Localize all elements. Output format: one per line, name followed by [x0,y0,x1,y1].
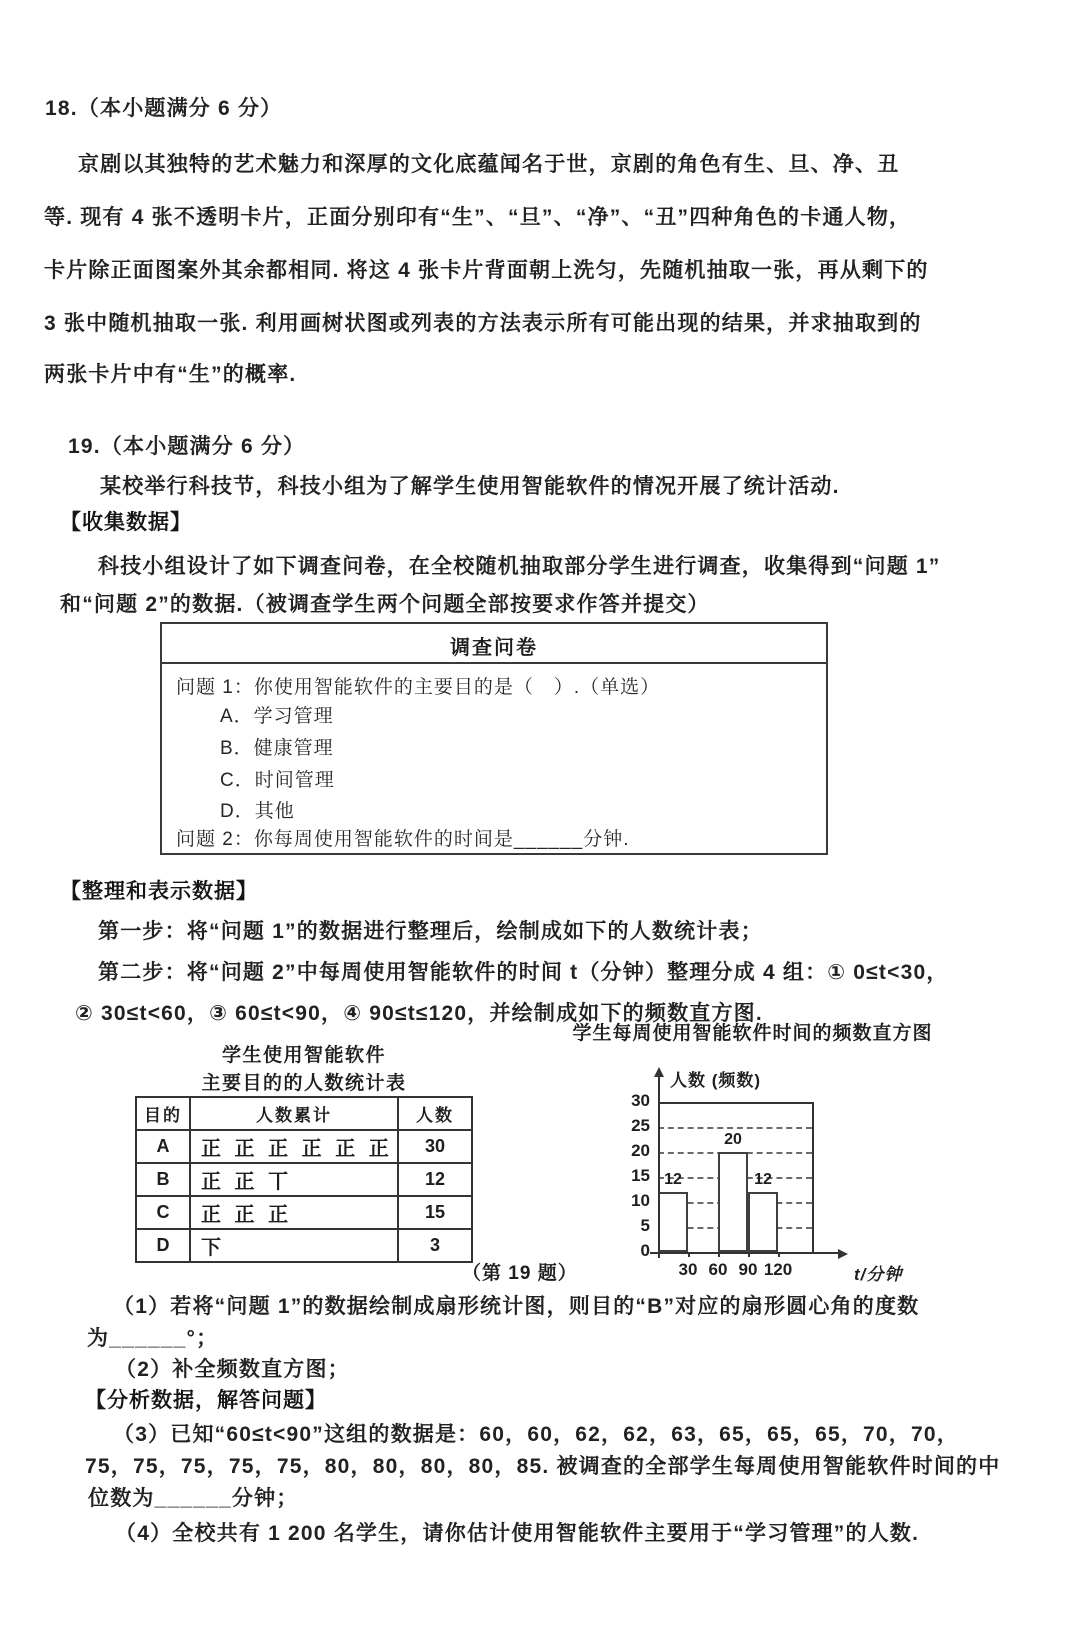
table-title-line-2: 主要目的的人数统计表 [201,1073,407,1094]
step-2-line-a: 第二步：将“问题 2”中每周使用智能软件的时间 t（分钟）整理分成 4 组：① 0≤t<30， [98,961,949,984]
histogram-bar [658,1192,688,1252]
q18-text-line: 两张卡片中有“生”的概率. [44,363,297,386]
tally-cell: 正 正 正 [191,1197,399,1228]
frequency-histogram [590,1040,970,1290]
purpose-cell: D [137,1230,191,1261]
table-title-line-1: 学生使用智能软件 [221,1045,386,1066]
table-header-row [137,1098,471,1131]
q19-para-line: 科技小组设计了如下调查问卷，在全校随机抽取部分学生进行调查，收集得到“问题 1” [98,555,941,578]
question-3-line-b: 75，75，75，75，75，80，80，80，80，85. 被调查的全部学生每周使用智能软件时间的中 [85,1455,1001,1478]
count-cell: 3 [429,1235,440,1255]
table-header-cell: 人数累计 [191,1098,399,1129]
x-tick [748,1252,750,1257]
tally-cell: 正 正 丅 [191,1164,399,1195]
q19-intro: 某校举行科技节，科技小组为了解学生使用智能软件的情况开展了统计活动. [100,475,840,498]
x-tick [688,1252,690,1257]
table-row [137,1164,471,1197]
q19-header: 19.（本小题满分 6 分） [68,435,306,458]
y-tick-label: 25 [631,1116,650,1135]
purpose-count-table [135,1096,473,1263]
histogram-title: 学生每周使用智能软件时间的频数直方图 [572,1023,933,1044]
step-1-line: 第一步：将“问题 1”的数据进行整理后，绘制成如下的人数统计表； [98,920,763,943]
step-2-line-b: ② 30≤t<60，③ 60≤t<90，④ 90≤t≤120，并绘制成如下的频数直方图. [75,1002,763,1025]
bar-value-label: 12 [754,1171,772,1188]
gridline [658,1127,812,1129]
table-header-cell: 目的 [137,1098,191,1129]
y-tick-label: 15 [631,1166,650,1185]
y-tick-label: 20 [631,1141,650,1160]
purpose-cell: A [137,1131,191,1162]
survey-question-1: 问题 1：你使用智能软件的主要目的是（ ）.（单选） [176,677,661,698]
question-2-line: （2）补全频数直方图； [115,1358,350,1381]
histogram-bar [718,1152,748,1252]
x-axis [650,1252,838,1254]
y-axis-arrow-icon [654,1067,664,1077]
question-3-line-a: （3）已知“60≤t<90”这组的数据是：60，60，62，62，63，65，65，65，70，70， [113,1423,959,1446]
histogram-bar [748,1192,778,1252]
q18-text-line: 等. 现有 4 张不透明卡片，正面分别印有“生”、“旦”、“净”、“丑”四种角色的卡通人物， [44,206,912,229]
x-tick [778,1252,780,1257]
y-tick-label: 0 [640,1241,650,1260]
x-tick-label: 60 [708,1260,728,1279]
q18-text-line: 3 张中随机抽取一张. 利用画树状图或列表的方法表示所有可能出现的结果，并求抽取到的 [44,312,922,335]
section-label-analyze: 【分析数据，解答问题】 [85,1389,327,1412]
survey-option-a: A．学习管理 [220,706,334,727]
x-tick-label: 120 [763,1260,793,1279]
count-cell: 12 [424,1169,446,1189]
question-1-line-a: （1）若将“问题 1”的数据绘制成扇形统计图，则目的“B”对应的扇形圆心角的度数 [113,1295,920,1318]
table-row [137,1230,471,1261]
survey-question-2: 问题 2：你每周使用智能软件的时间是______分钟. [176,829,630,850]
survey-title: 调查问卷 [450,637,538,659]
q18-text-line: 京剧以其独特的艺术魅力和深厚的文化底蕴闻名于世，京剧的角色有生、旦、净、丑 [78,153,900,176]
tally-cell: 下 [191,1230,399,1261]
x-tick-label: 30 [678,1260,698,1279]
question-4-line: （4）全校共有 1 200 名学生，请你估计使用智能软件主要用于“学习管理”的人数. [115,1522,920,1545]
count-cell: 15 [424,1202,446,1222]
section-label-collect: 【收集数据】 [60,511,192,534]
question-1-line-b: 为______°； [87,1327,219,1350]
x-axis-label: t/分钟 [854,1265,903,1284]
survey-option-b: B．健康管理 [220,738,334,759]
y-tick-label: 10 [631,1191,650,1210]
count-cell: 30 [424,1136,446,1156]
table-row [137,1197,471,1230]
chart-frame-right [812,1102,814,1252]
y-tick-label: 5 [640,1216,650,1235]
figure-caption: （第 19 题） [462,1263,578,1284]
survey-option-c: C．时间管理 [220,770,335,791]
y-axis-label: 人数 (频数) [670,1071,762,1090]
question-3-line-c: 位数为______分钟； [88,1487,299,1510]
table-header-cell: 人数 [416,1106,454,1125]
q18-header: 18.（本小题满分 6 分） [45,97,283,120]
x-tick-label: 90 [738,1260,758,1279]
x-axis-arrow-icon [838,1249,848,1259]
bar-value-label: 12 [664,1171,682,1188]
survey-option-d: D．其他 [220,801,295,822]
q18-text-line: 卡片除正面图案外其余都相同. 将这 4 张卡片背面朝上洗匀，先随机抽取一张，再从剩下的 [44,259,929,282]
purpose-cell: B [137,1164,191,1195]
tally-cell: 正 正 正 正 正 正 [191,1131,399,1162]
bar-value-label: 20 [724,1131,742,1148]
purpose-cell: C [137,1197,191,1228]
chart-frame-top [658,1102,812,1104]
survey-box [160,622,828,855]
y-axis [658,1076,660,1258]
survey-divider [162,662,826,664]
q19-para-line: 和“问题 2”的数据.（被调查学生两个问题全部按要求作答并提交） [60,593,710,616]
table-row [137,1131,471,1164]
section-label-organize: 【整理和表示数据】 [60,880,258,903]
x-tick [718,1252,720,1257]
y-tick-label: 30 [631,1091,650,1110]
